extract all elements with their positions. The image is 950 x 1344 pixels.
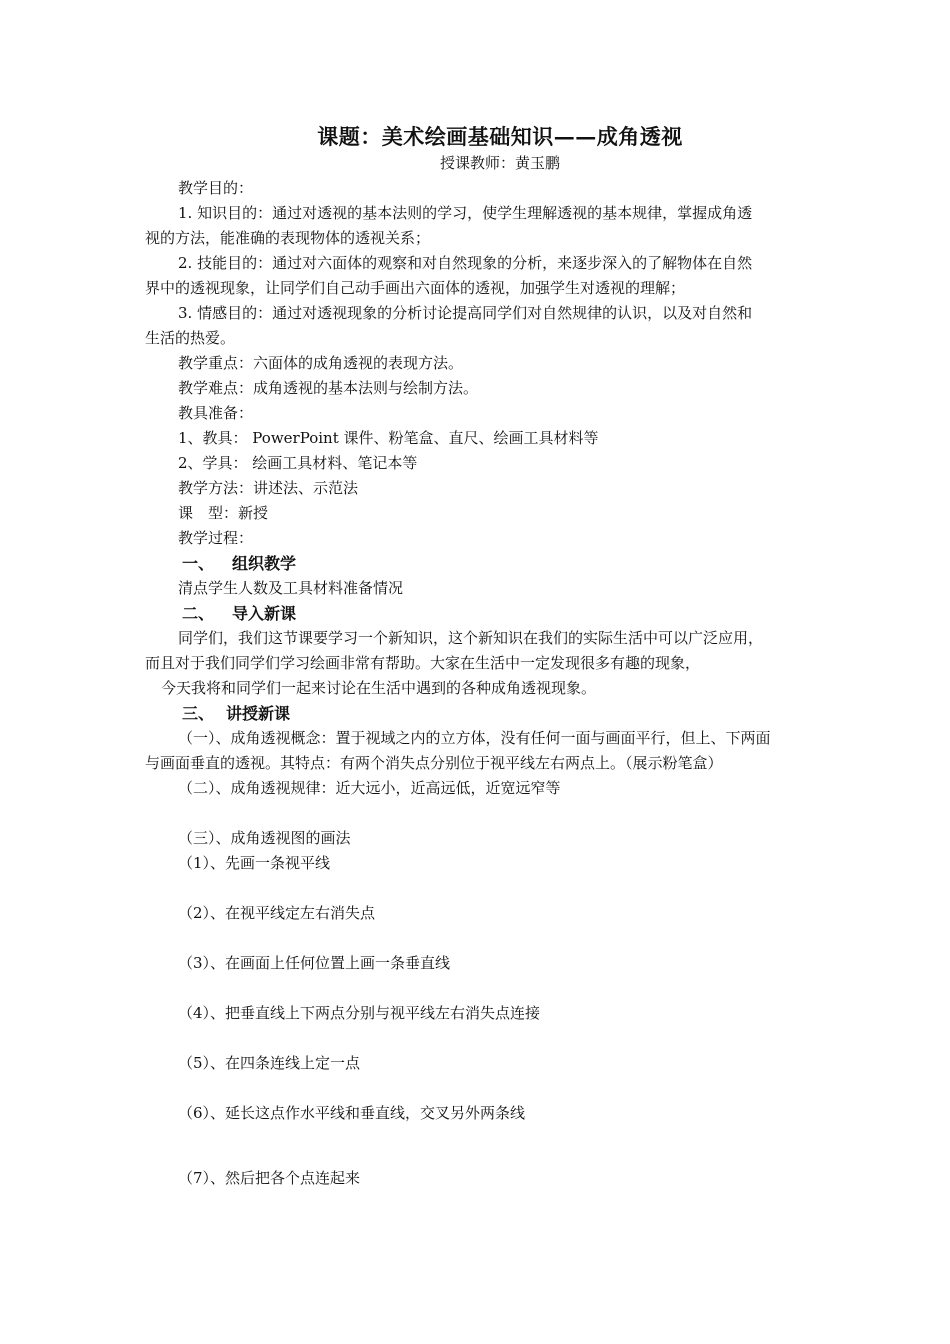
- teaching-method: 教学方法：讲述法、示范法: [178, 479, 359, 497]
- section-heading-organize: [145, 551, 817, 576]
- document-body: [145, 176, 817, 1191]
- section-heading-teach: [145, 701, 817, 726]
- step-item: （6）、延长这点作水平线和垂直线，交叉另外两条线: [178, 1104, 526, 1122]
- intro-line1: 同学们，我们这节课要学习一个新知识，这个新知识在我们的实际生活中可以广泛应用，: [178, 629, 764, 647]
- step-item: （3）、在画面上任何位置上画一条垂直线: [178, 954, 451, 972]
- goal-knowledge-line2: 视的方法，能准确的表现物体的透视关系；: [145, 229, 431, 247]
- prep-teaching-aids: 1、教具： PowerPoint 课件、粉笔盒、直尺、绘画工具材料等: [178, 429, 599, 447]
- section-title: 组织教学: [232, 554, 297, 573]
- section-organize-text: 清点学生人数及工具材料准备情况: [178, 579, 404, 597]
- drawing-heading: （三）、成角透视图的画法: [178, 829, 351, 847]
- goal-skill-line1: 2. 技能目的：通过对六面体的观察和对自然现象的分析，来逐步深入的了解物体在自然: [178, 254, 753, 272]
- section-number: 三、: [182, 704, 215, 723]
- step-item: （1）、先画一条视平线: [178, 854, 331, 872]
- goals-heading: 教学目的：: [178, 179, 254, 197]
- process-heading: 教学过程：: [178, 529, 254, 547]
- intro-line2: 而且对于我们同学们学习绘画非常有帮助。大家在生活中一定发现很多有趣的现象，: [145, 654, 701, 672]
- section-title: 讲授新课: [226, 704, 291, 723]
- difficulty: 教学难点：成角透视的基本法则与绘制方法。: [178, 379, 479, 397]
- step-item: （2）、在视平线定左右消失点: [178, 904, 376, 922]
- goal-emotion-line1: 3. 情感目的：通过对透视现象的分析讨论提高同学们对自然规律的认识，以及对自然和: [178, 304, 753, 322]
- step-item: （5）、在四条连线上定一点: [178, 1054, 361, 1072]
- key-point: 教学重点：六面体的成角透视的表现方法。: [178, 354, 464, 372]
- goal-emotion-line2: 生活的热爱。: [145, 329, 236, 347]
- prep-student-aids: 2、学具： 绘画工具材料、笔记本等: [178, 454, 418, 472]
- section-title: 导入新课: [232, 604, 297, 623]
- intro-line3: 今天我将和同学们一起来讨论在生活中遇到的各种成角透视现象。: [161, 679, 597, 697]
- section-heading-intro: [145, 601, 817, 626]
- step-item: （4）、把垂直线上下两点分别与视平线左右消失点连接: [178, 1004, 541, 1022]
- teacher-name: 授课教师：黄玉鹏: [439, 154, 560, 172]
- prep-heading: 教具准备：: [178, 404, 254, 422]
- goal-skill-line2: 界中的透视现象，让同学们自己动手画出六面体的透视，加强学生对透视的理解；: [145, 279, 686, 297]
- step-item: （7）、然后把各个点连起来: [178, 1169, 361, 1187]
- document-title: 课题：美术绘画基础知识——成角透视: [317, 124, 683, 149]
- section-number: 二、: [182, 604, 215, 623]
- concept-line2: 与画面垂直的透视。其特点：有两个消失点分别位于视平线左右两点上。（展示粉笔盒）: [145, 754, 723, 772]
- section-number: 一、: [182, 554, 215, 573]
- perspective-rule: （二）、成角透视规律：近大远小，近高远低，近宽远窄等: [178, 779, 561, 797]
- goal-knowledge-line1: 1. 知识目的：通过对透视的基本法则的学习，使学生理解透视的基本规律，掌握成角透: [178, 204, 753, 222]
- lesson-type: 课 型：新授: [178, 504, 269, 522]
- concept-line1: （一）、成角透视概念：置于视域之内的立方体，没有任何一面与画面平行，但上、下两面: [178, 729, 771, 747]
